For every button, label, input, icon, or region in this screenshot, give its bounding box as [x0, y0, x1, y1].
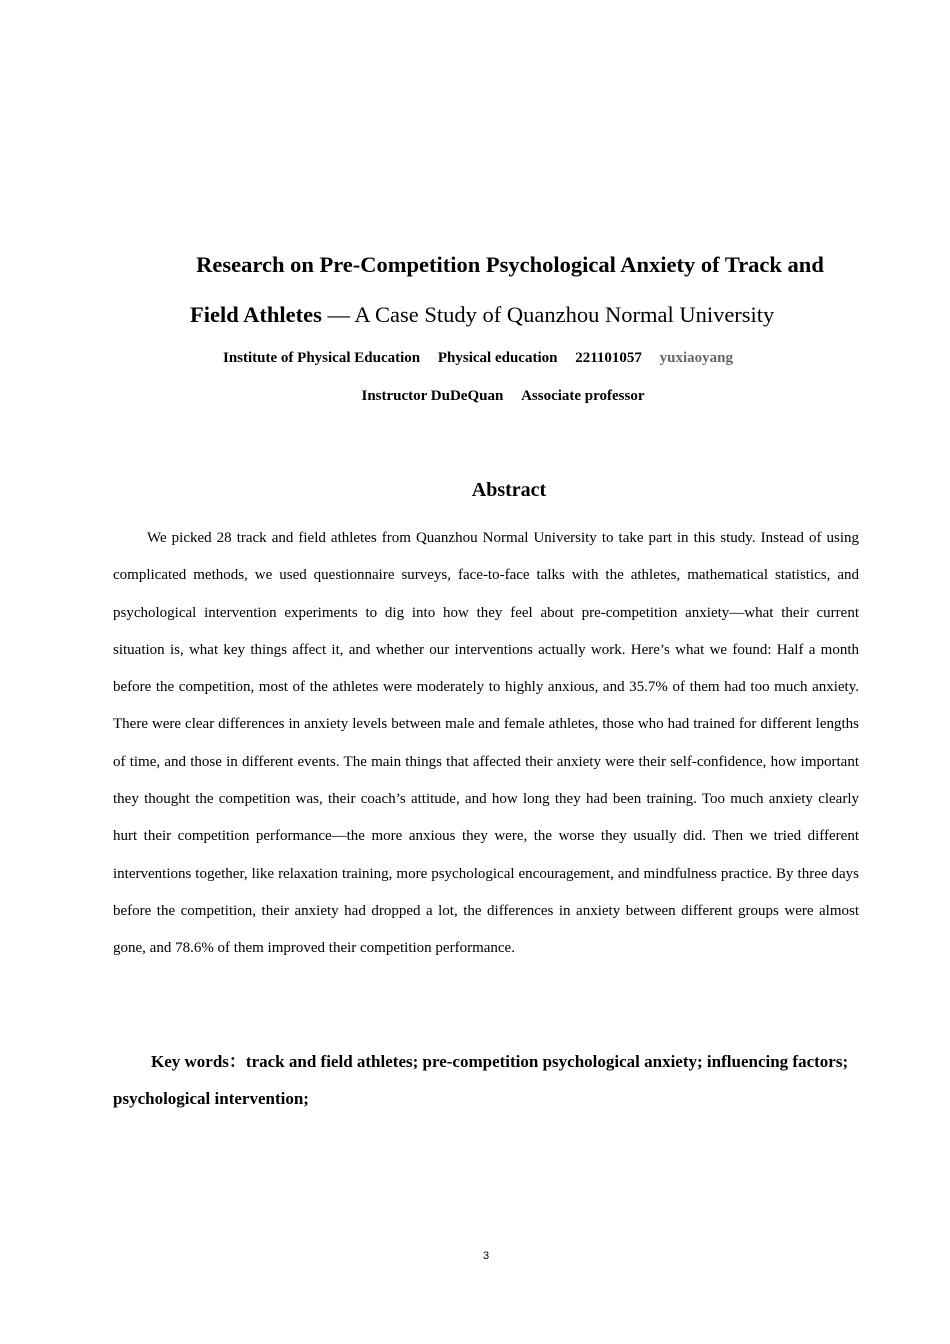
keywords-label: Key words： [151, 1052, 246, 1071]
paper-subtitle: — A Case Study of Quanzhou Normal University [321, 302, 775, 327]
author-major: Physical education [437, 350, 558, 366]
author-info [223, 348, 733, 368]
instructor-info [0, 386, 950, 406]
paper-title-line-1: Research on Pre-Competition Psychological Anxiety of Track and [196, 252, 824, 277]
page-number: 3 [482, 1250, 490, 1262]
keywords-text: track and field athletes; pre-competition psychological anxiety; influencing factors; psychological intervention; [113, 1052, 849, 1108]
author-student-id: 221101057 [575, 350, 642, 366]
paper-title-bold-part: Field Athletes [190, 302, 322, 327]
author-institute: Institute of Physical Education [223, 350, 421, 366]
instructor-name: Instructor DuDeQuan [361, 388, 504, 404]
abstract-body: We picked 28 track and field athletes from Quanzhou Normal University to take part in this study. Instead of using complicated methods, we used questionnaire surveys, face-to-face talks with the athletes, mathematical statistics, and psychological intervention experiments to dig into how they feel about pre-competition anxiety—what their current situation is, what key things affect it, and whether our interventions actually work. Here’s what we found: Half a month before the competition, most of the athletes were moderately to highly anxious, and 35.7% of them had too much anxiety. There were clear differences in anxiety levels between male and female athletes, those who had trained for different lengths of time, and those in different events. The main things that affected their anxiety were their self-confidence, how important they thought the competition was, their coach’s attitude, and how long they had been training. Too much anxiety clearly hurt their competition performance—the more anxious they were, the worse they usually did. Then we tried different interventions together, like relaxation training, more psychological encouragement, and mindfulness practice. By three days before the competition, their anxiety had dropped a lot, the differences in anxiety between different groups were almost gone, and 78.6% of them improved their competition performance. [113, 530, 859, 957]
instructor-rank: Associate professor [521, 388, 645, 404]
paper-title-line-2 [190, 300, 774, 330]
keywords [113, 1043, 859, 1117]
abstract-heading: Abstract [471, 479, 547, 501]
author-name: yuxiaoyang [659, 350, 733, 366]
